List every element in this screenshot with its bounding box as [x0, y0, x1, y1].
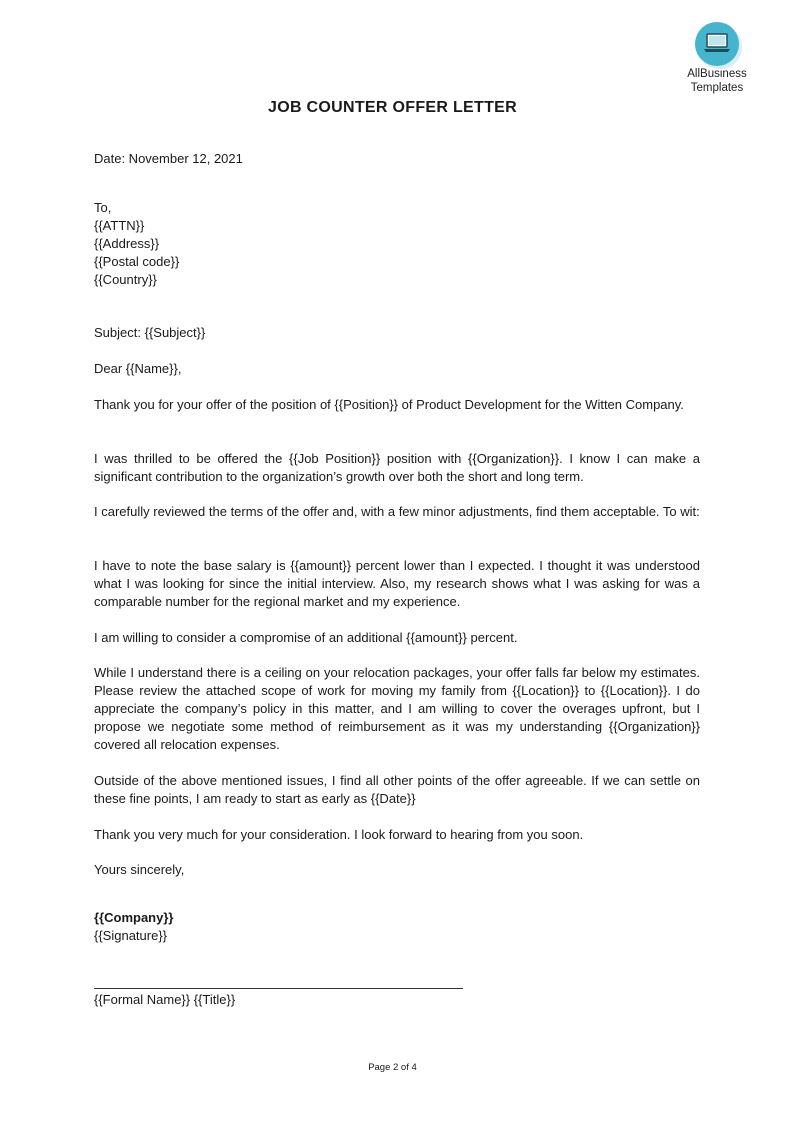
- logo-text-line1: AllBusiness: [687, 68, 747, 80]
- address-line: {{ATTN}}: [94, 218, 145, 233]
- paragraph: I carefully reviewed the terms of the offer and, with a few minor adjustments, find them acceptable. To wit:: [94, 504, 700, 519]
- recipient-address: [94, 199, 700, 289]
- date-line: Date: November 12, 2021: [94, 151, 243, 166]
- signature: {{Signature}}: [94, 928, 168, 943]
- paragraph: I am willing to consider a compromise of an additional {{amount}} percent.: [94, 630, 518, 645]
- salutation: Dear {{Name}},: [94, 361, 182, 376]
- formal-name-title: {{Formal Name}} {{Title}}: [94, 992, 236, 1007]
- paragraph: Outside of the above mentioned issues, I find all other points of the offer agreeable. If we can settle on these fine points, I am ready to start as early as {{Date}}: [94, 773, 700, 806]
- allbusiness-templates-logo: [672, 22, 762, 94]
- signature-line: [94, 988, 463, 989]
- page-number: Page 2 of 4: [368, 1062, 417, 1073]
- address-line: {{Postal code}}: [94, 254, 180, 269]
- subject-line: Subject: {{Subject}}: [94, 325, 206, 340]
- laptop-icon: [695, 22, 739, 66]
- address-line: {{Country}}: [94, 272, 157, 287]
- paragraph: I was thrilled to be offered the {{Job Position}} position with {{Organization}}. I know I can make a significant contribution to the organization’s growth over both the short and long term.: [94, 451, 700, 484]
- address-line: {{Address}}: [94, 236, 160, 251]
- paragraph: Thank you very much for your consideration. I look forward to hearing from you soon.: [94, 827, 584, 842]
- paragraph: Thank you for your offer of the position of {{Position}} of Product Development for the Witten Company.: [94, 397, 684, 412]
- paragraph: While I understand there is a ceiling on your relocation packages, your offer falls far below my estimates. Please review the attached scope of work for moving my family from {{Location}} to {{Location}}. I do appreciate the company’s policy in this matter, and I am willing to cover the overages upfront, but I propose we negotiate some method of reimbursement as it was my understanding {{Organization}} covered all relocation expenses.: [94, 665, 700, 752]
- paragraph: I have to note the base salary is {{amount}} percent lower than I expected. I thought it was understood what I was looking for since the initial interview. Also, my research shows what I was asking for was a comparable number for the regional market and my experience.: [94, 558, 700, 609]
- company-name: {{Company}}: [94, 910, 174, 925]
- address-line: To,: [94, 200, 112, 215]
- closing: Yours sincerely,: [94, 862, 185, 877]
- logo-text-line2: Templates: [690, 82, 744, 94]
- document-title: JOB COUNTER OFFER LETTER: [268, 99, 517, 116]
